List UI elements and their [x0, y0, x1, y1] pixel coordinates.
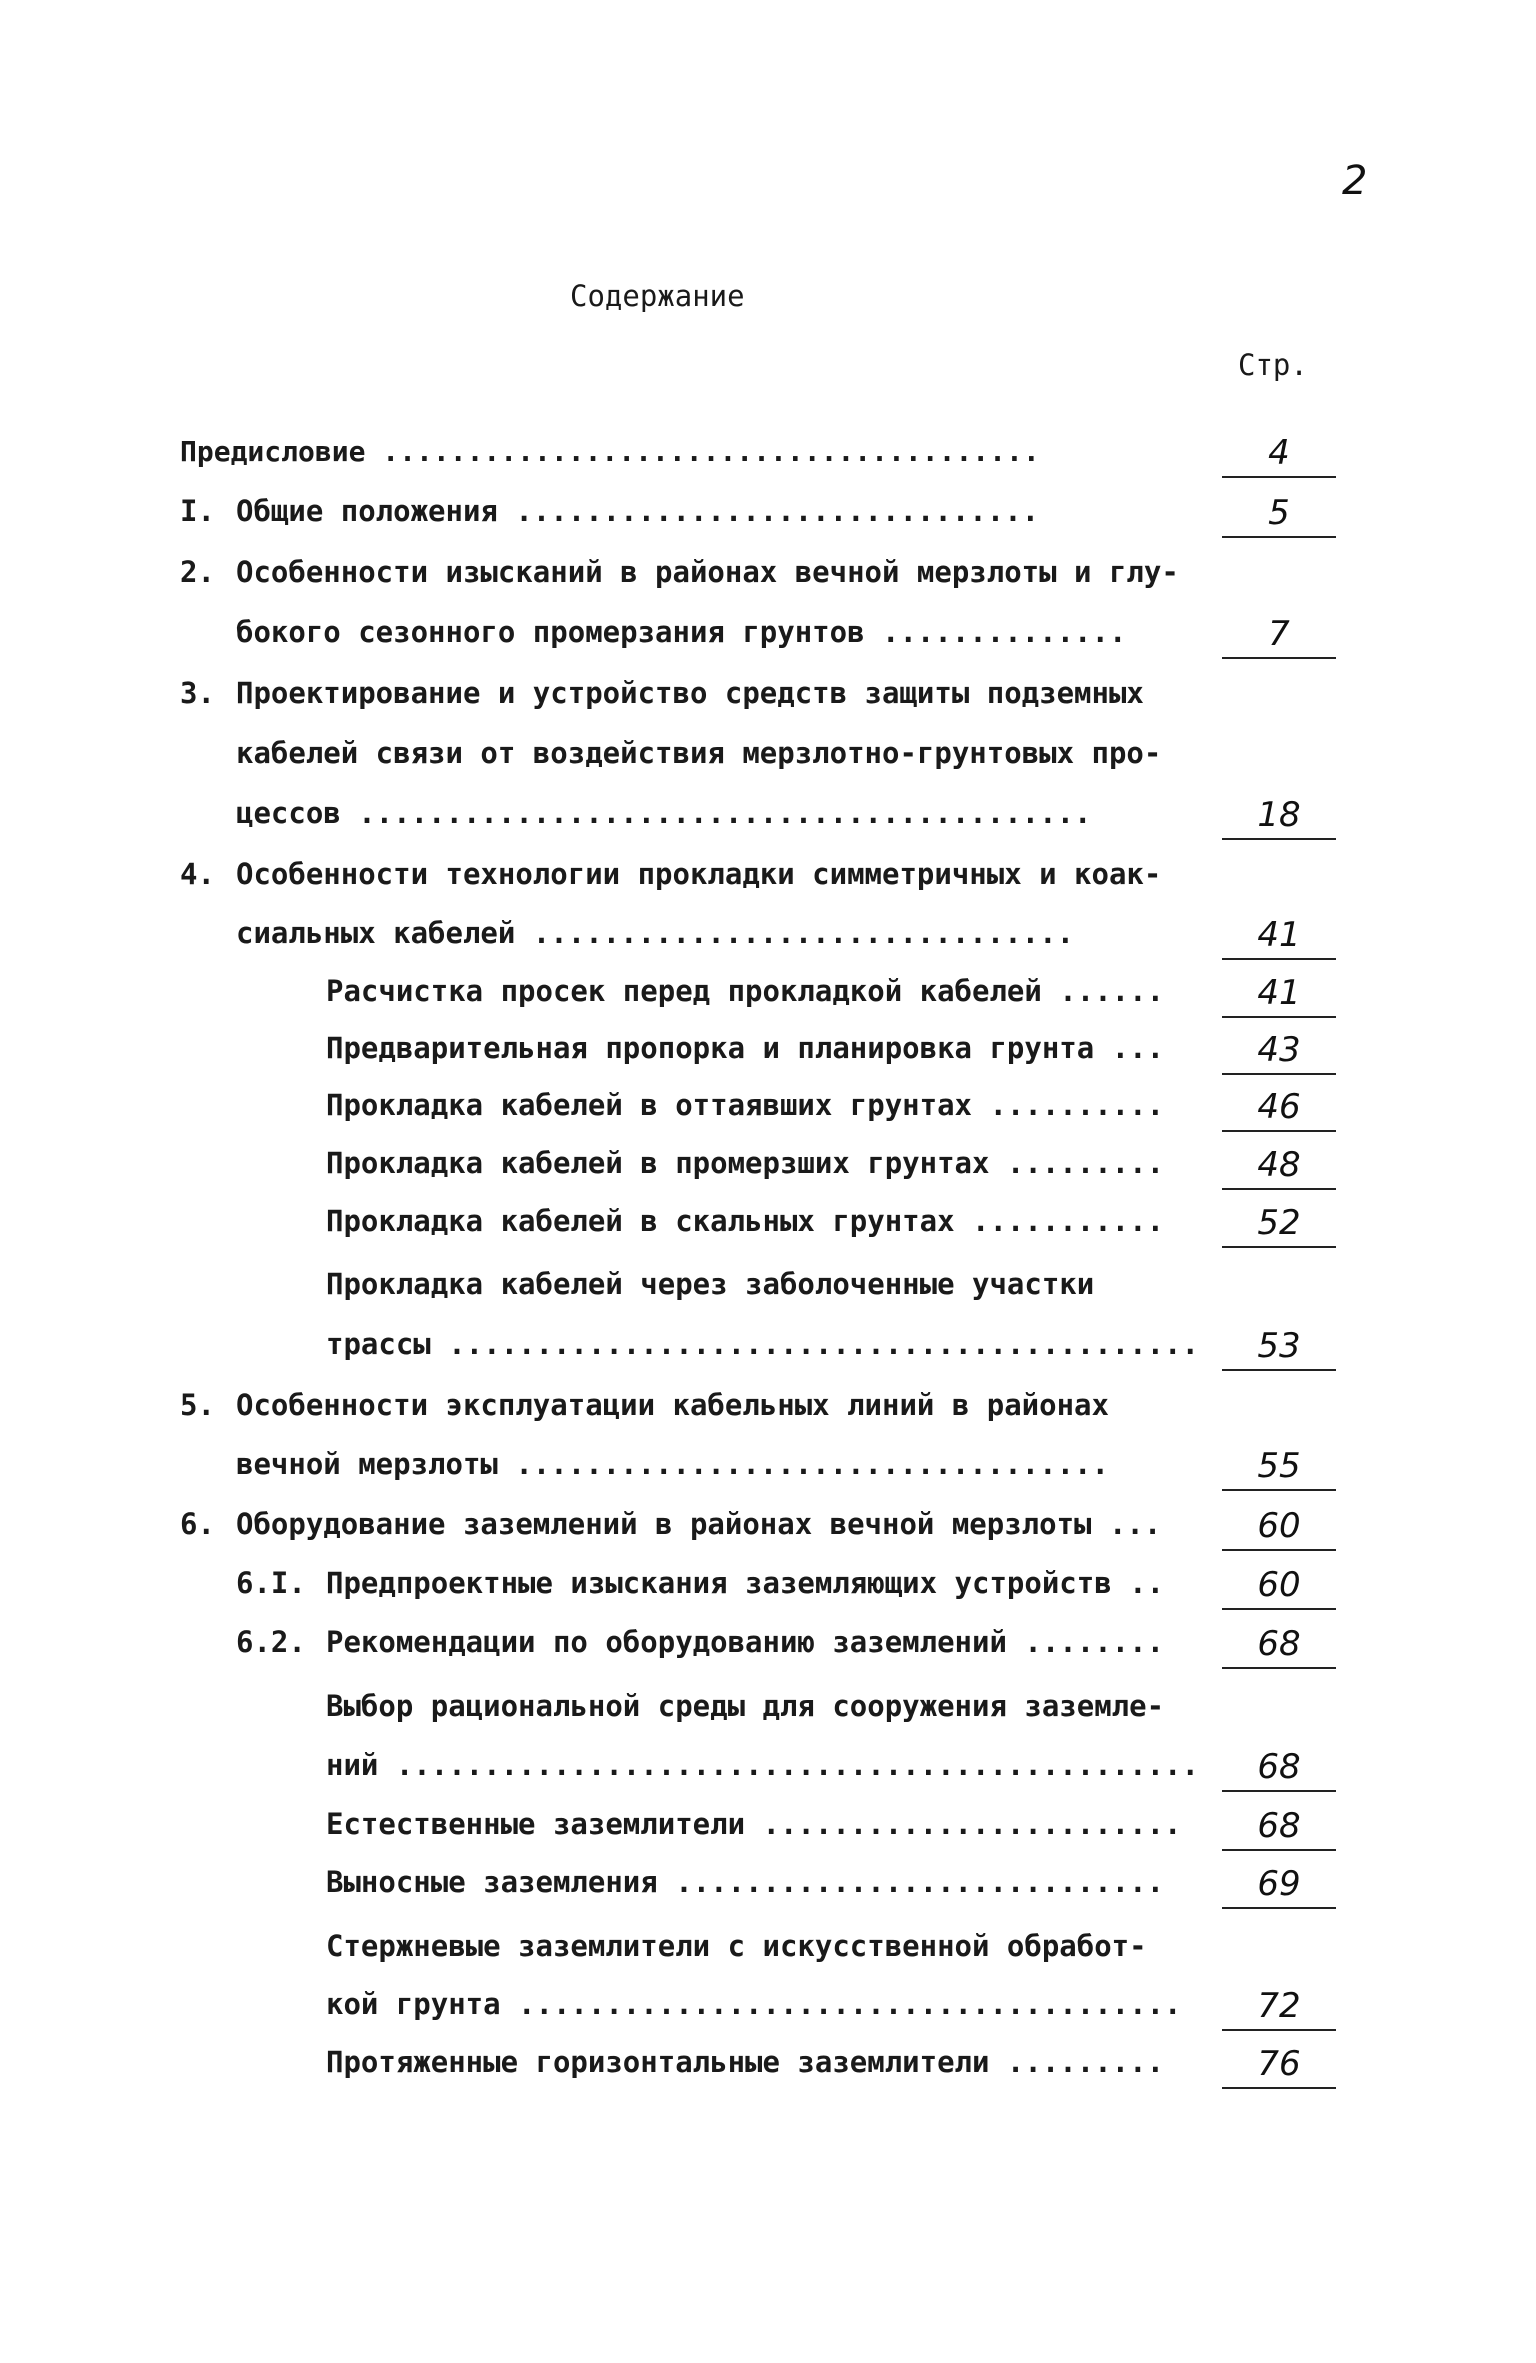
toc-entry: кабелей связи от воздействия мерзлотно-грунтовых про- — [236, 736, 1162, 770]
toc-entry: кой грунта ...................................... — [326, 1987, 1182, 2021]
toc-page-number: 52 — [1222, 1200, 1336, 1248]
toc-entry: 6.2. Рекомендации по оборудованию заземлений ........ — [236, 1625, 1165, 1659]
toc-entry: 4. Особенности технологии прокладки симметричных и коак- — [180, 857, 1162, 891]
toc-entry: вечной мерзлоты .................................. — [236, 1447, 1109, 1481]
toc-page-number: 68 — [1222, 1803, 1336, 1851]
toc-entry: Прокладка кабелей через заболоченные участки — [326, 1267, 1095, 1301]
toc-page-number: 55 — [1222, 1443, 1336, 1491]
toc-entry: Протяженные горизонтальные заземлители ......... — [326, 2045, 1165, 2079]
toc-page-number: 4 — [1222, 430, 1336, 478]
toc-page-number: 5 — [1222, 490, 1336, 538]
toc-entry: Выбор рациональной среды для сооружения заземле- — [326, 1689, 1165, 1723]
toc-entry: бокого сезонного промерзания грунтов .............. — [236, 615, 1127, 649]
toc-page-number: 60 — [1222, 1562, 1336, 1610]
toc-page-number: 68 — [1222, 1621, 1336, 1669]
toc-page-number: 60 — [1222, 1503, 1336, 1551]
toc-entry: 6.I. Предпроектные изыскания заземляющих устройств .. — [236, 1566, 1165, 1600]
page-number: 2 — [1342, 158, 1368, 204]
toc-page-number: 48 — [1222, 1142, 1336, 1190]
toc-entry: Предварительная пропорка и планировка грунта ... — [326, 1031, 1165, 1065]
toc-entry: трассы ........................................... — [326, 1327, 1199, 1361]
toc-entry: Прокладка кабелей в оттаявших грунтах .......... — [326, 1088, 1165, 1122]
toc-entry: Прокладка кабелей в скальных грунтах ........... — [326, 1204, 1165, 1238]
toc-page-number: 18 — [1222, 792, 1336, 840]
toc-entry: Выносные заземления ............................ — [326, 1865, 1165, 1899]
toc-entry: Предисловие ....................................... — [180, 435, 1040, 468]
toc-entry: I. Общие положения .............................. — [180, 494, 1040, 528]
page-title: Содержание — [570, 279, 745, 313]
page-column-header: Стр. — [1238, 348, 1308, 382]
toc-page-number: 68 — [1222, 1744, 1336, 1792]
toc-entry: Естественные заземлители ........................ — [326, 1807, 1182, 1841]
toc-entry: сиальных кабелей ............................... — [236, 916, 1075, 950]
toc-entry: 5. Особенности эксплуатации кабельных линий в районах — [180, 1388, 1109, 1422]
toc-entry: Стержневые заземлители с искусственной обработ- — [326, 1929, 1147, 1963]
toc-entry: ний .............................................. — [326, 1748, 1199, 1782]
toc-page-number: 72 — [1222, 1983, 1336, 2031]
toc-page-number: 69 — [1222, 1861, 1336, 1909]
toc-page-number: 43 — [1222, 1027, 1336, 1075]
toc-entry: Прокладка кабелей в промерзших грунтах ......... — [326, 1146, 1165, 1180]
toc-entry: 3. Проектирование и устройство средств защиты подземных — [180, 676, 1144, 710]
toc-page-number: 53 — [1222, 1323, 1336, 1371]
toc-page-number: 41 — [1222, 970, 1336, 1018]
toc-page-number: 76 — [1222, 2041, 1336, 2089]
toc-entry: 6. Оборудование заземлений в районах вечной мерзлоты ... — [180, 1507, 1162, 1541]
toc-entry: Расчистка просек перед прокладкой кабелей ...... — [326, 974, 1165, 1008]
toc-entry: 2. Особенности изысканий в районах вечной мерзлоты и глу- — [180, 555, 1179, 589]
toc-entry: цессов .......................................... — [236, 796, 1092, 830]
toc-page-number: 46 — [1222, 1084, 1336, 1132]
toc-page-number: 41 — [1222, 912, 1336, 960]
toc-page-number: 7 — [1222, 611, 1336, 659]
